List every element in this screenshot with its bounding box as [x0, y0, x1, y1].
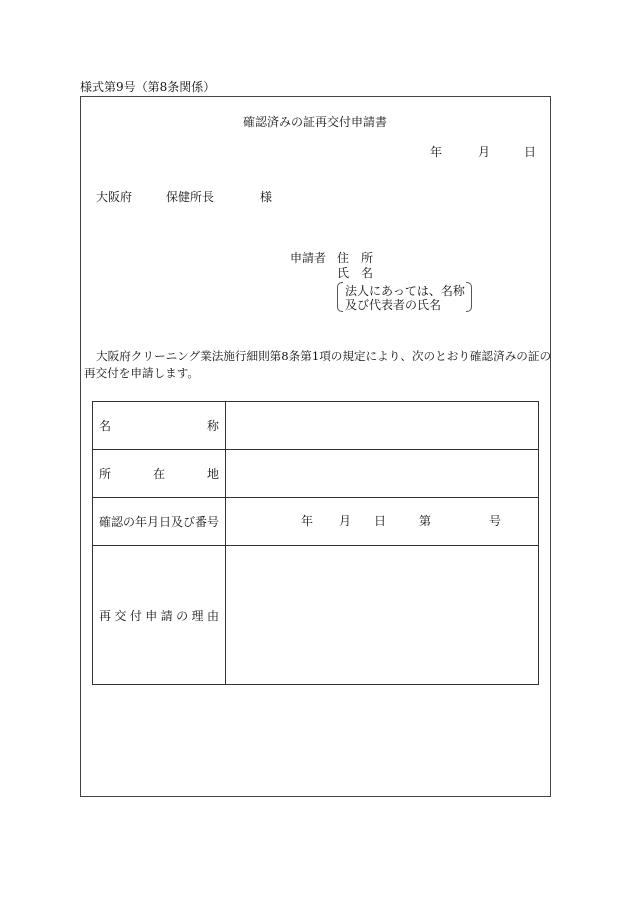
reason-label-char: 再 — [99, 608, 112, 623]
table-row-location — [93, 450, 539, 498]
confirmation-label-cell — [93, 498, 226, 546]
date-month-label: 月 — [478, 145, 491, 159]
corporation-note-line1: 法人にあっては、名称 — [345, 284, 465, 298]
reason-label-cell — [93, 546, 226, 685]
name-field[interactable] — [226, 402, 539, 450]
location-label-char: 地 — [206, 467, 219, 481]
table-row-confirmation — [93, 498, 539, 546]
form-title: 確認済みの証再交付申請書 — [242, 115, 387, 129]
confirm-month-label: 月 — [339, 514, 352, 528]
name-label-char: 名 — [99, 419, 112, 433]
reason-label-char: 申 — [145, 608, 158, 623]
table-row-reason — [93, 546, 539, 685]
details-table — [92, 401, 539, 685]
location-label-char: 在 — [152, 467, 165, 481]
reason-label-char: 請 — [160, 608, 173, 623]
confirm-no-label: 第 — [419, 514, 432, 528]
form-number: 様式第9号（第8条関係） — [80, 80, 216, 94]
confirm-year-label: 年 — [301, 514, 314, 528]
table-row-name — [93, 402, 539, 450]
addressee-honorific: 様 — [260, 190, 273, 204]
reason-field[interactable] — [226, 546, 539, 685]
applicant-label: 申請者 — [290, 251, 327, 265]
confirmation-label: 確認の年月日及び番号 — [99, 515, 220, 529]
applicant-name-label: 氏 名 — [337, 266, 374, 280]
confirm-day-label: 日 — [374, 514, 387, 528]
addressee-office: 保健所長 — [166, 190, 215, 204]
body-text-line2: 再交付を申請します。 — [84, 366, 200, 380]
reason-label-char: 交 — [114, 608, 127, 623]
name-label-cell — [93, 402, 226, 450]
reason-label-char: 付 — [129, 608, 142, 623]
applicant-address-label: 住 所 — [337, 251, 374, 265]
location-field[interactable] — [226, 450, 539, 498]
addressee-prefecture: 大阪府 — [96, 190, 133, 204]
confirmation-field[interactable] — [226, 498, 539, 546]
location-label-cell — [93, 450, 226, 498]
body-text-line1: 大阪府クリーニング業法施行細則第8条第1項の規定により、次のとおり確認済みの証の — [96, 349, 552, 363]
reason-label-char: 理 — [191, 608, 204, 623]
reason-label-char: 由 — [206, 608, 219, 623]
name-label-char: 称 — [206, 419, 219, 433]
confirm-go-label: 号 — [489, 514, 502, 528]
date-year-label: 年 — [430, 145, 443, 159]
location-label-char: 所 — [99, 467, 112, 481]
date-day-label: 日 — [524, 145, 537, 159]
reason-label-char: の — [176, 608, 189, 623]
corporation-note-line2: 及び代表者の氏名 — [345, 298, 442, 312]
